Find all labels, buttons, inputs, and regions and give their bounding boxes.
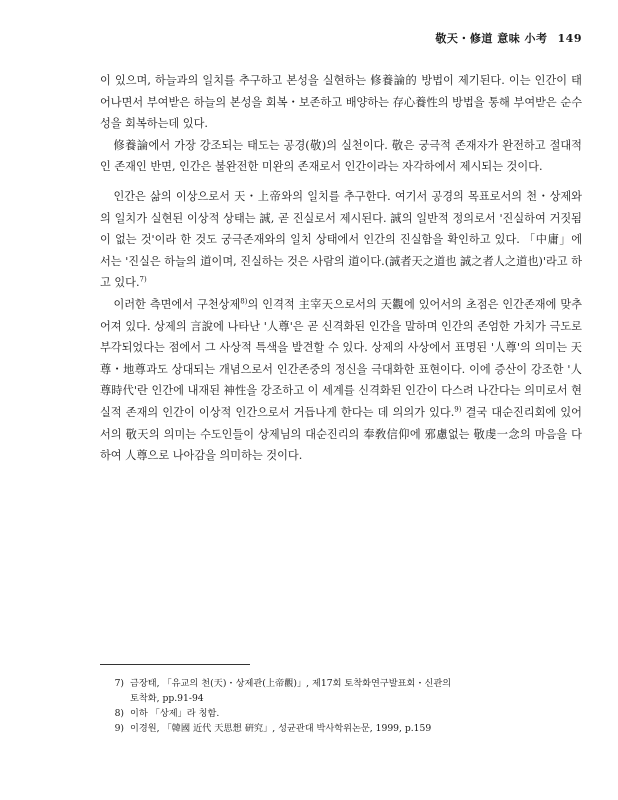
- footnote-divider: [100, 664, 250, 665]
- page-number: 149: [557, 32, 582, 45]
- footnote-ref-8: 8): [240, 297, 248, 306]
- footnote-number: 9): [114, 723, 124, 734]
- paragraph-2: 修養論에서 가장 강조되는 태도는 공경(敬)의 실천이다. 敬은 궁극적 존재자가 완전하고 절대적인 존재인 반면, 인간은 불완전한 미완의 존재로서 인간이라는 자각하에서 제시되는 것이다.: [100, 138, 582, 174]
- footnote-number: 8): [114, 708, 124, 719]
- footnote-text: 금장태, 「유교의 천(天)・상제관(上帝觀)」, 제17회 토착화연구발표회・신관의: [130, 678, 452, 689]
- footnote-text: 이하 「상제」라 칭함.: [130, 708, 220, 719]
- footnote-text: 이경원, 「韓國 近代 天思想 硏究」, 성균관대 박사학위논문, 1999, p.159: [130, 723, 432, 734]
- paragraph-4-text-c: 결국 대순진리회에 있어서의 敬天의 의미는 수도인들이 상제님의 대순진리의 奉敎信仰에 邪慮없는 敬虔一念의 마음을 다하여 人尊으로 나아감을 의미하는 것이다.: [100, 405, 582, 463]
- paragraph-4-text-a: 이러한 측면에서 구천상제: [113, 297, 241, 311]
- footnote-ref-9: 9): [454, 405, 462, 414]
- footnotes: [100, 676, 582, 736]
- footnote-8: [100, 706, 582, 721]
- footnote-number: 7): [114, 678, 124, 689]
- footnote-text-cont: 토착화, pp.91-94: [130, 693, 204, 704]
- paragraph-4: [100, 294, 582, 467]
- paragraph-1: 이 있으며, 하늘과의 일치를 추구하고 본성을 실현하는 修養論的 방법이 제기된다. 이는 인간이 태어나면서 부여받은 하늘의 본성을 회복・보존하고 배양하는 存心養性의 방법을 통해 부여받은 순수성을 회복하는데 있다.: [100, 74, 582, 131]
- body-text: [100, 70, 582, 467]
- paragraph-4-text-b: 의 인격적 主宰天으로서의 天觀에 있어서의 초점은 인간존재에 맞추어져 있다. 상제의 言說에 나타난 '人尊'은 곧 신격화된 인간을 말하며 인간의 존엄한 가치가 극도로 부각되었다는 점에서 그 사상적 특색을 발견할 수 있다. 상제의 사상에서 표명된 '人尊'의 의미는 天尊・地尊과도 상대되는 개념으로서 인간존중의 정신을 극대화한 표현이다. 이에 증산이 강조한 '人尊時代'란 인간에 내재된 神性을 강조하고 이 세계를 신격화된 인간이 다스려 나간다는 의미로서 현실적 존재의 인간이 이상적 인간으로서 거듭나게 한다는 데 의의가 있다.: [100, 297, 582, 419]
- footnote-ref-7: 7): [139, 275, 147, 284]
- footnote-9: [100, 721, 582, 736]
- running-title: 敬天・修道 意味 小考: [435, 32, 548, 45]
- paragraph-3-text: 인간은 삶의 이상으로서 天・上帝와의 일치를 추구한다. 여기서 공경의 목표로서의 천・상제와의 일치가 실현된 이상적 상태는 誠, 곧 진실로서 제시된다. 誠의 일반적 정의로서 '진실하여 거짓됨이 없는 것'이라 한 것도 궁극존재와의 일치 상태에서 인간의 진실함을 확인하고 있다. 「中庸」에서는 '진실은 하늘의 道이며, 진실하는 것은 사람의 道이다.(誠者天之道也 誠之者人之道也)'라고 하고 있다.: [100, 189, 582, 290]
- footnote-7: [100, 676, 582, 706]
- paragraph-3: [100, 186, 582, 294]
- running-header: [300, 30, 582, 46]
